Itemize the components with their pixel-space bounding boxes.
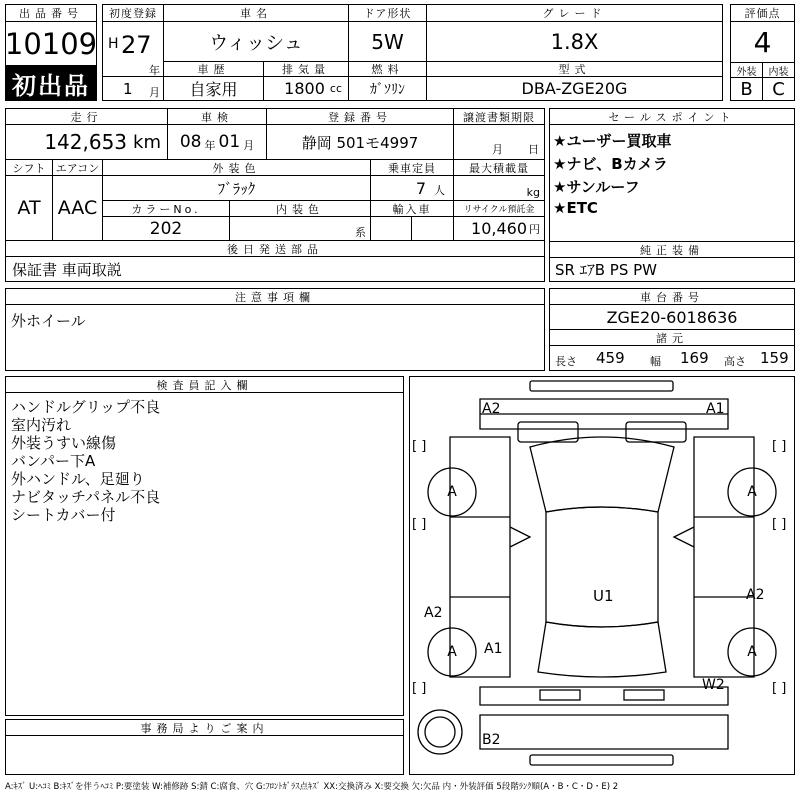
dims-label: 諸元	[549, 329, 795, 346]
sales-item: ★ETC	[553, 199, 598, 217]
year-unit: 年	[149, 64, 160, 77]
label-bumper: B2	[482, 732, 501, 748]
chassis-label: 車台番号	[549, 288, 795, 305]
history-value: 自家用	[163, 76, 264, 101]
capacity-value	[370, 175, 454, 201]
recycle-value	[453, 216, 545, 241]
color-label: 外装色	[102, 159, 371, 176]
history-label: 車歴	[163, 61, 264, 77]
wheel-rl: A	[447, 644, 457, 660]
ac-label: エアコン	[52, 159, 103, 176]
label-side-right: A2	[746, 587, 765, 603]
equipment-label: 純正装備	[549, 241, 795, 258]
inspector-line: 外装うすい線傷	[11, 434, 117, 452]
equipment-value: SR ｴｱB PS PW	[549, 257, 795, 282]
office-value	[5, 735, 404, 775]
type-label: 型式	[426, 61, 723, 77]
sales-list	[549, 124, 795, 242]
fuel-value: ｶﾞｿﾘﾝ	[348, 76, 427, 101]
color-no-value: 202	[102, 216, 230, 241]
load-value	[453, 175, 545, 201]
load-unit: kg	[526, 185, 540, 199]
label-front-right: A1	[706, 401, 725, 417]
model-value	[163, 21, 349, 62]
damage-diagram	[409, 376, 795, 775]
capacity-text: 7	[415, 178, 426, 198]
disp-value	[263, 76, 349, 101]
sales-item: ★ユーザー買取車	[553, 132, 672, 150]
bracket-left-3: [ ]	[412, 681, 427, 696]
dims-row	[549, 345, 795, 371]
sales-label: セールスポイント	[549, 108, 795, 125]
insp-month: 01	[218, 132, 241, 152]
capacity-unit: 人	[434, 184, 445, 197]
era: H	[108, 36, 119, 52]
reg-month-value: 1	[123, 80, 133, 98]
car-outline	[410, 377, 794, 774]
reg-label: 初度登録	[102, 4, 164, 22]
score-label: 評価点	[730, 4, 795, 22]
width-value: 169	[680, 349, 709, 367]
later-label: 後日発送部品	[5, 240, 545, 257]
fuel-label: 燃料	[348, 61, 427, 77]
int-color-value	[229, 216, 371, 241]
mileage-unit: km	[133, 131, 161, 153]
bracket-left-1: [ ]	[412, 439, 427, 454]
deadline-value	[453, 124, 545, 160]
inspector-notes	[5, 392, 404, 716]
inspector-line: バンパー下A	[11, 452, 96, 470]
doors-value	[348, 21, 427, 62]
inspection-value	[167, 124, 267, 160]
inspector-line: 外ハンドル、足廻り	[11, 470, 145, 488]
score-value	[730, 21, 795, 63]
shift-label: シフト	[5, 159, 53, 176]
chassis-value: ZGE20-6018636	[549, 304, 795, 330]
mileage-value	[5, 124, 168, 160]
import-value-right	[411, 216, 454, 241]
load-label: 最大積載量	[453, 159, 545, 176]
inspector-line: ハンドルグリップ不良	[11, 398, 161, 416]
bracket-right-2: [ ]	[772, 517, 787, 532]
lot-number-text: 10109	[4, 26, 98, 61]
model-text: ウィッシュ	[209, 32, 303, 54]
recycle-text: 10,460	[471, 219, 527, 238]
color-value: ﾌﾞﾗｯｸ	[102, 175, 371, 201]
reg-year-value: 27	[121, 31, 152, 59]
deadline-label: 譲渡書類期限	[453, 108, 545, 125]
insp-year: 08	[179, 132, 202, 152]
inspector-line: ナビタッチパネル不良	[11, 488, 161, 506]
sales-item: ★ナビ、Bカメラ	[553, 155, 668, 173]
legend: A:ｷｽﾞ U:ﾍｺﾐ B:ｷｽﾞを伴うﾍｺﾐ P:要塗装 W:補修跡 S:錆 C:腐食、穴 G:ﾌﾛﾝﾄｶﾞﾗｽ点ｷｽﾞ XX:交換済み X:要交換 欠:欠品 内・外装評価 5段階ﾗﾝｸ順(A・B・C・D・E) 2	[5, 782, 619, 792]
wheel-fr: A	[747, 484, 757, 500]
notes-value	[5, 304, 545, 371]
bracket-left-2: [ ]	[412, 517, 427, 532]
color-no-label: カラーNo.	[102, 200, 230, 217]
first-listing-badge	[5, 65, 97, 101]
reg-year	[102, 21, 164, 77]
notes-text: 外ホイール	[11, 312, 86, 330]
inspector-line: シートカバー付	[11, 506, 116, 524]
sales-item: ★サンルーフ	[553, 178, 640, 196]
insp-year-unit: 年	[204, 139, 216, 152]
month-unit: 月	[149, 86, 160, 99]
office-label: 事務局よりご案内	[5, 719, 404, 736]
later-value: 保証書 車両取説	[5, 256, 545, 282]
shift-value: AT	[5, 175, 53, 241]
model-label: 車名	[163, 4, 349, 22]
wheel-rr: A	[747, 644, 757, 660]
doors-label: ドア形状	[348, 4, 427, 22]
mileage-label: 走行	[5, 108, 168, 125]
label-roof: U1	[593, 587, 614, 605]
grade-text: 1.8X	[550, 29, 599, 54]
import-value-left	[370, 216, 412, 241]
height-label: 高さ	[724, 355, 746, 368]
deadline-day: 日	[528, 143, 539, 156]
capacity-label: 乗車定員	[370, 159, 454, 176]
inspection-label: 車検	[167, 108, 267, 125]
grade-value	[426, 21, 723, 62]
doors-text: 5W	[371, 29, 404, 54]
width-label: 幅	[650, 355, 661, 368]
lot-number	[5, 21, 97, 66]
recycle-unit: 円	[529, 222, 540, 236]
label-rear-left: A1	[484, 641, 503, 657]
inspector-label: 検査員記入欄	[5, 376, 404, 393]
import-label: 輸入車	[370, 200, 454, 217]
type-value: DBA-ZGE20G	[426, 76, 723, 101]
ac-value: AAC	[52, 175, 103, 241]
score-text: 4	[753, 25, 772, 59]
disp-unit: cc	[329, 82, 342, 95]
plate-value: 静岡 501モ4997	[266, 124, 454, 160]
inspector-line: 室内汚れ	[11, 416, 72, 434]
wheel-fl: A	[447, 484, 457, 500]
bracket-right-1: [ ]	[772, 439, 787, 454]
label-front-left: A2	[482, 401, 501, 417]
ext-label: 外装	[730, 62, 763, 78]
lot-label: 出品番号	[5, 4, 97, 22]
reg-month	[102, 76, 164, 101]
int-label: 内装	[762, 62, 795, 78]
recycle-label: リサイクル預託金	[453, 200, 545, 217]
len-value: 459	[596, 349, 625, 367]
insp-month-unit: 月	[243, 139, 255, 152]
first-listing-text: 初出品	[12, 71, 90, 100]
int-grade: C	[762, 77, 795, 101]
deadline-month: 月	[492, 143, 503, 156]
bracket-right-3: [ ]	[772, 681, 787, 696]
ext-grade: B	[730, 77, 763, 101]
mileage-text: 142,653	[44, 130, 128, 154]
label-rear-right: W2	[702, 677, 725, 693]
label-side-left: A2	[424, 605, 443, 621]
int-color-unit: 系	[355, 225, 366, 239]
height-value: 159	[760, 349, 789, 367]
len-label: 長さ	[555, 355, 577, 368]
grade-label: グレード	[426, 4, 723, 22]
disp-label: 排気量	[263, 61, 349, 77]
notes-label: 注意事項欄	[5, 288, 545, 305]
int-color-label: 内装色	[229, 200, 371, 217]
disp-text: 1800	[284, 79, 325, 98]
plate-label: 登録番号	[266, 108, 454, 125]
